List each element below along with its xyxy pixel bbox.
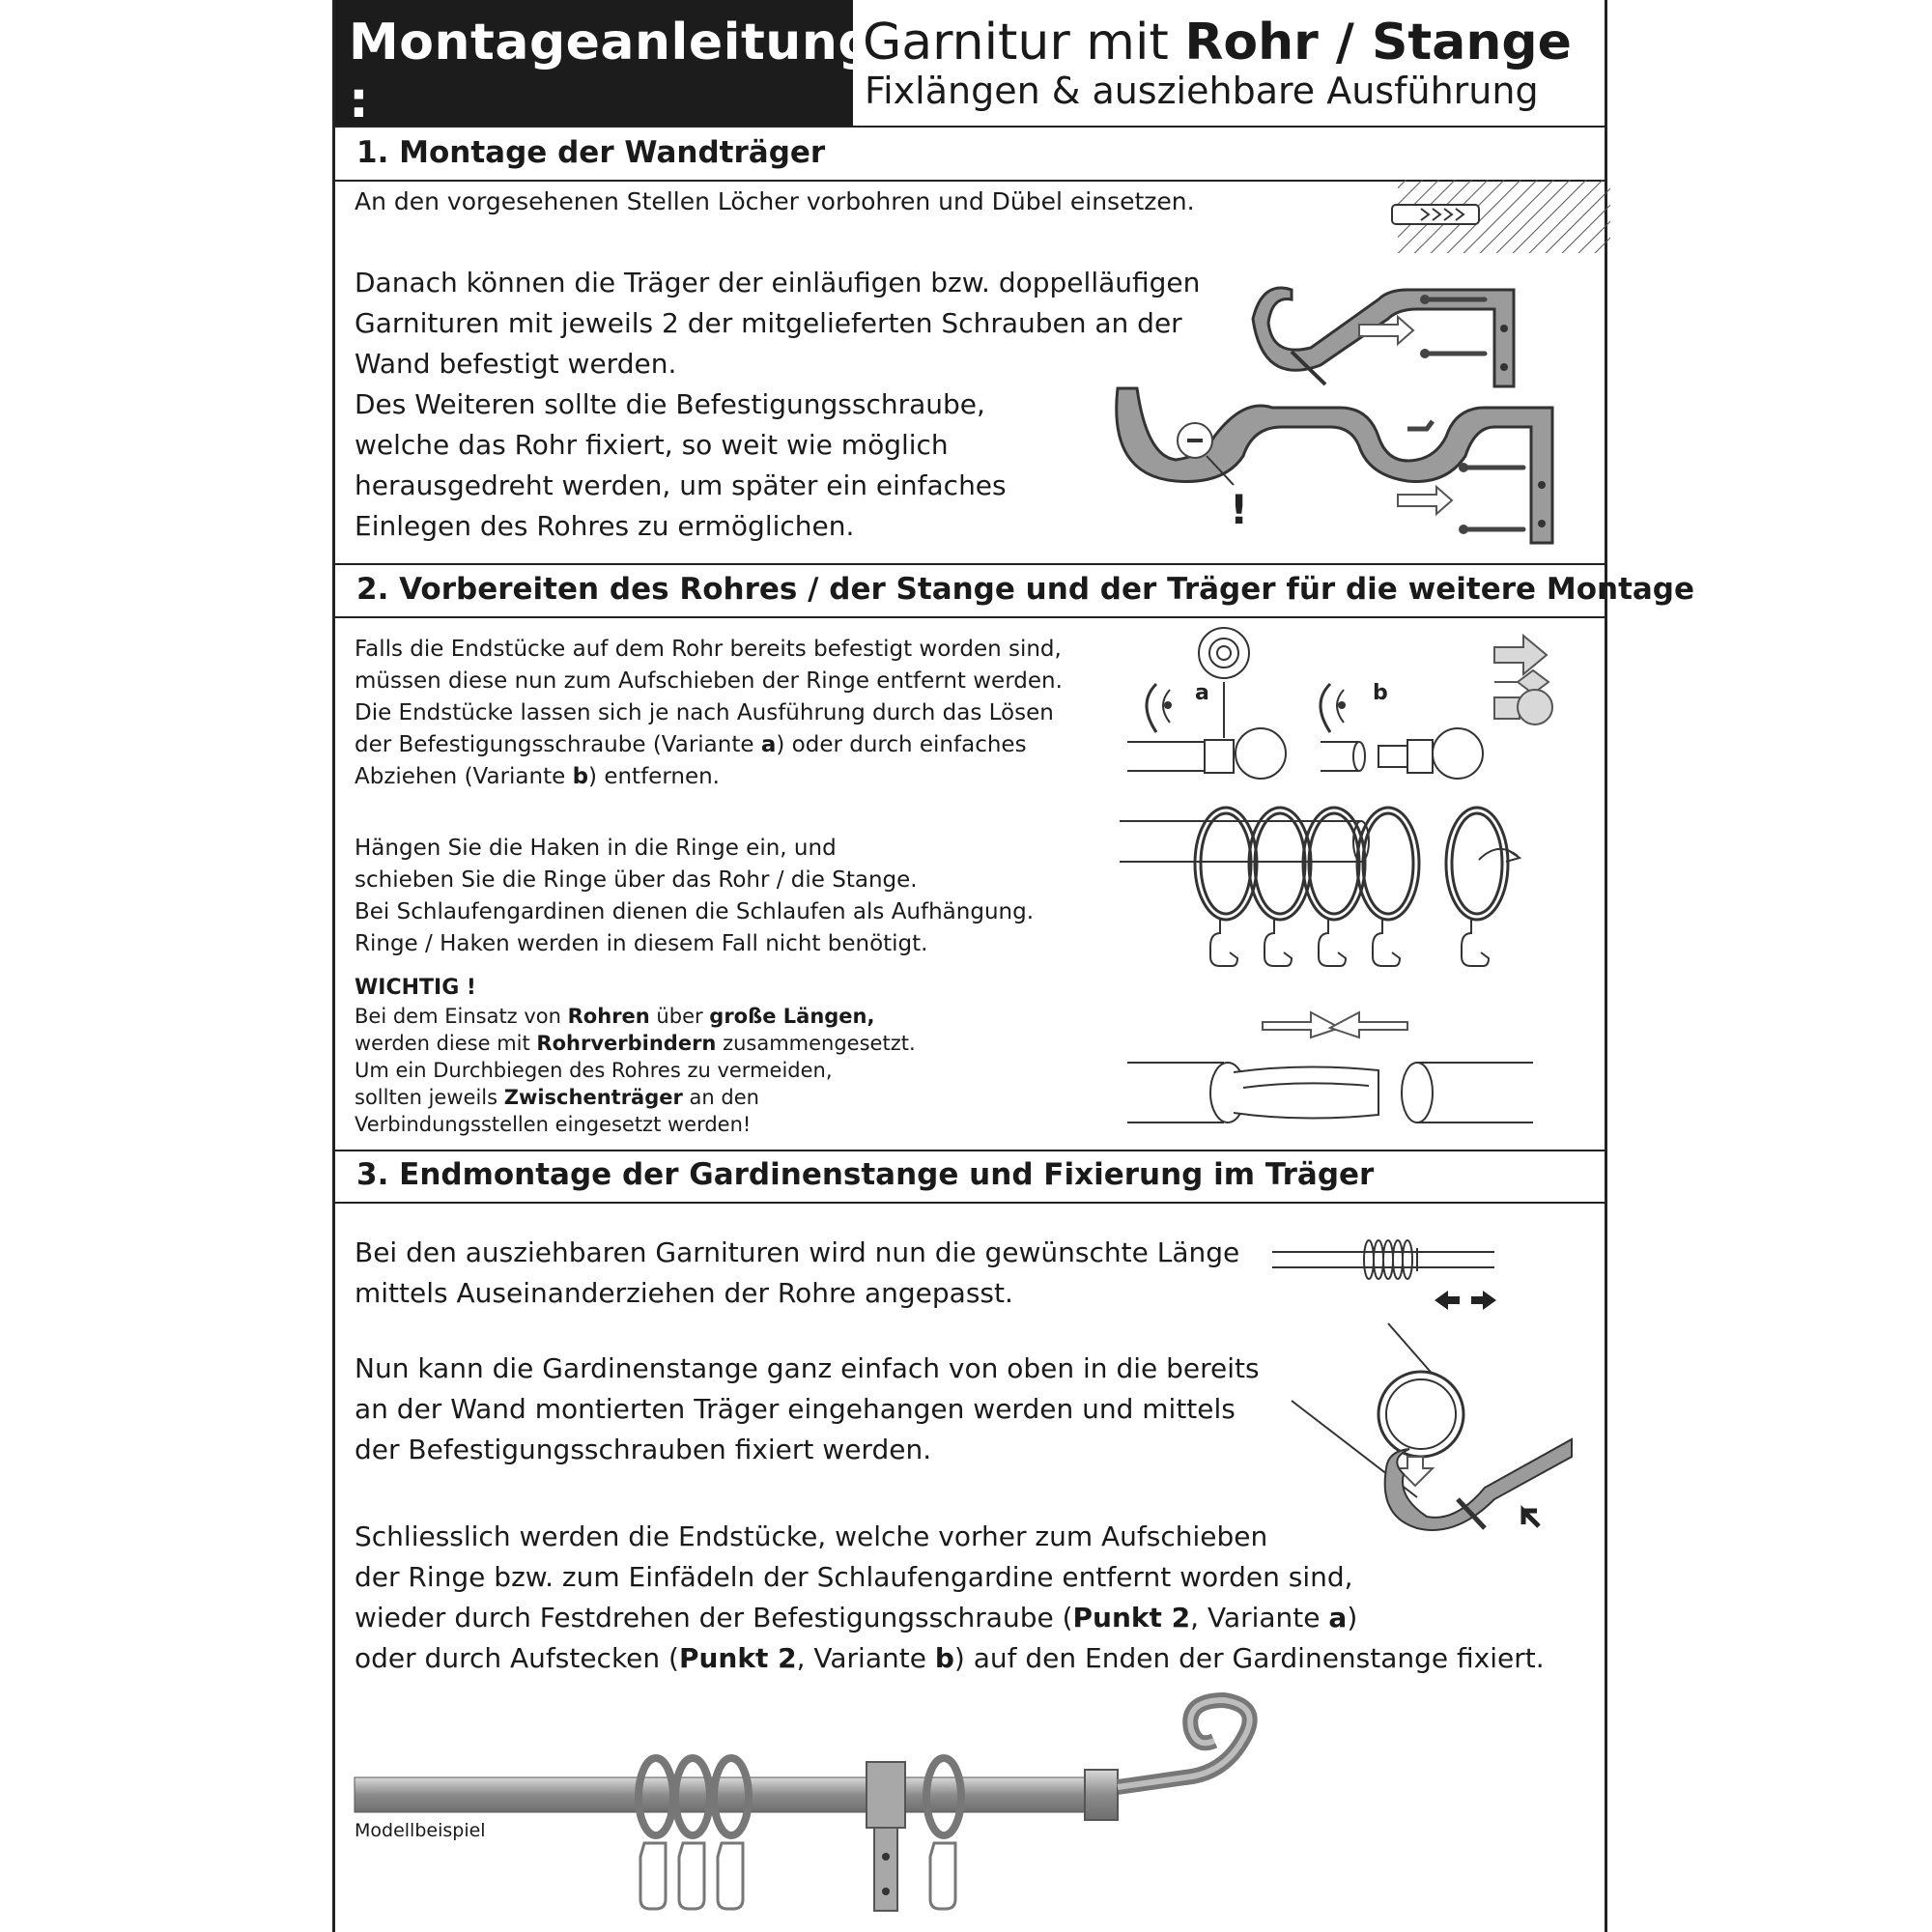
end-piece-variants-illustration xyxy=(1127,626,1610,790)
header-subtitle-block xyxy=(853,0,1605,126)
model-example-caption: Modellbeispiel xyxy=(355,1820,486,1841)
section2-paragraph2: Hängen Sie die Haken in die Ringe ein, und schieben Sie die Ringe über das Rohr / die Stange. Bei Schlaufengardinen dienen die Schlaufen als Aufhängung. Ringe / Haken werden in diesem Fall nicht benötigt. xyxy=(355,836,1035,956)
single-bracket-illustration xyxy=(1234,261,1562,386)
wall-dowel-illustration xyxy=(1340,180,1610,267)
rod-connector-illustration xyxy=(1127,995,1533,1130)
important-text: Bei dem Einsatz von Rohren über große Längen, werden diese mit Rohrverbindern zusammengesetzt. Um ein Durchbiegen des Rohres zu vermeiden, sollten jeweils Zwischenträger an den Verbindungsstellen eingesetzt werden! xyxy=(355,1005,916,1136)
divider xyxy=(335,563,1605,565)
section1-text: Danach können die Träger der einläufigen bzw. doppelläufigen Garnituren mit jeweils 2 der mitgelieferten Schrauben an der Wand befestigt werden. Des Weiteren sollte die Befestigungsschraube, welche das Rohr fixiert, so weit wie möglich herausgedreht werden, um später ein einfaches Einlegen des Rohres zu ermöglichen. xyxy=(355,267,1201,542)
section2-paragraph1: Falls die Endstücke auf dem Rohr bereits befestigt worden sind, müssen diese nun zum Aufschieben der Ringe entfernt werden. Die Endstücke lassen sich je nach Ausführung durch das Lösen der Befestigungsschraube (Variante a) oder durch einfaches Abziehen (Variante b) entfernen. xyxy=(355,637,1063,789)
rings-on-rod-illustration xyxy=(1120,800,1574,974)
model-example-illustration xyxy=(355,1719,1321,1922)
section3-paragraph1: Bei den ausziehbaren Garnituren wird nun die gewünschte Länge mittels Auseinanderziehen der Rohre angepasst. xyxy=(355,1236,1240,1309)
warning-mark: ! xyxy=(1230,486,1249,533)
section1-heading: 1. Montage der Wandträger xyxy=(356,135,826,170)
header-product-title: Garnitur mit Rohr / Stange xyxy=(863,14,1572,71)
section3-paragraph2: Nun kann die Gardinenstange ganz einfach von oben in die bereits an der Wand montierten Träger eingehangen werden und mittels der Befestigungsschrauben fixiert werden. xyxy=(355,1352,1260,1465)
important-label: WICHTIG ! xyxy=(355,976,476,1000)
divider xyxy=(335,126,1605,128)
section3-heading: 3. Endmontage der Gardinenstange und Fixierung im Träger xyxy=(356,1157,1375,1192)
instruction-sheet xyxy=(332,0,1695,1932)
variant-b-label: b xyxy=(1373,681,1388,705)
double-bracket-illustration xyxy=(1098,379,1562,553)
section2-heading: 2. Vorbereiten des Rohres / der Stange und der Träger für die weitere Montage xyxy=(356,572,1695,607)
header-title-block xyxy=(335,0,875,129)
header-title: Montageanleitung : xyxy=(349,14,875,129)
divider xyxy=(335,1150,1605,1151)
header-subtitle: Fixlängen & ausziehbare Ausführung xyxy=(865,70,1539,112)
extendable-rod-illustration xyxy=(1272,1238,1562,1316)
divider xyxy=(335,616,1605,618)
divider xyxy=(335,1202,1605,1204)
variant-a-label: a xyxy=(1195,681,1209,705)
section3-paragraph3: Schliesslich werden die Endstücke, welche vorher zum Aufschieben der Ringe bzw. zum Einfädeln der Schlaufengardine entfernt worden sind, wieder durch Festdrehen der Befestigungsschraube (Punkt 2, Variante a) oder durch Aufstecken (Punkt 2, Variante b) auf den Enden der Gardinenstange fixiert. xyxy=(355,1520,1545,1674)
section1-intro: An den vorgesehenen Stellen Löcher vorbohren und Dübel einsetzen. xyxy=(355,187,1195,215)
